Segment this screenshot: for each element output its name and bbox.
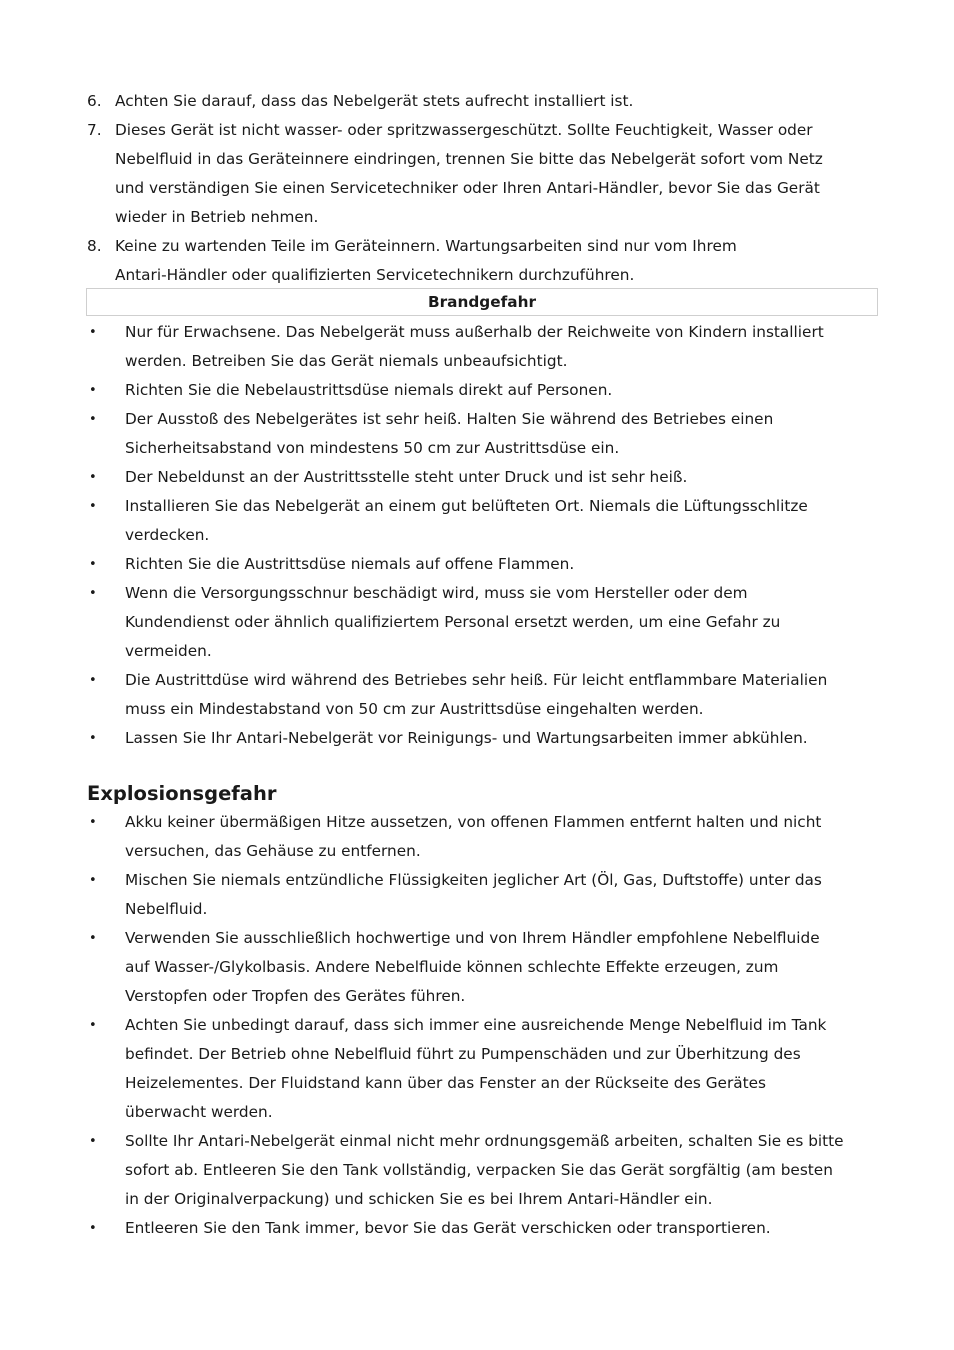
- list-item: [0, 666, 954, 724]
- bullet-icon: •: [89, 1221, 97, 1236]
- list-line: [0, 579, 954, 608]
- bullet-icon: •: [89, 1134, 97, 1149]
- item-text: Lassen Sie Ihr Antari-Nebelgerät vor Reinigungs- und Wartungsarbeiten immer abkühlen.: [125, 729, 808, 747]
- list-item: [0, 866, 954, 924]
- list-line: [0, 261, 954, 290]
- item-number: 6.: [87, 92, 102, 110]
- item-text: Verwenden Sie ausschließlich hochwertige und von Ihrem Händler empfohlene Nebelfluide: [125, 929, 820, 947]
- list-line: [0, 1214, 954, 1243]
- list-item: [0, 318, 954, 376]
- list-item: [0, 87, 954, 116]
- list-line: [0, 145, 954, 174]
- bullet-icon: •: [89, 673, 97, 688]
- item-text: Antari-Händler oder qualifizierten Servicetechnikern durchzuführen.: [115, 266, 635, 284]
- bullet-icon: •: [89, 931, 97, 946]
- list-line: [0, 116, 954, 145]
- fire-hazard-list: [0, 318, 954, 753]
- fire-hazard-heading: Brandgefahr: [86, 288, 878, 316]
- bullet-icon: •: [89, 470, 97, 485]
- item-number: 8.: [87, 237, 102, 255]
- list-line: [0, 724, 954, 753]
- item-text: Richten Sie die Austrittsdüse niemals auf offene Flammen.: [125, 555, 575, 573]
- item-text: in der Originalverpackung) und schicken Sie es bei Ihrem Antari-Händler ein.: [125, 1190, 713, 1208]
- list-item: [0, 492, 954, 550]
- item-text: Achten Sie unbedingt darauf, dass sich immer eine ausreichende Menge Nebelfluid im Tank: [125, 1016, 827, 1034]
- list-item: [0, 405, 954, 463]
- list-line: [0, 866, 954, 895]
- explosion-hazard-heading: Explosionsgefahr: [87, 782, 277, 805]
- item-text: wieder in Betrieb nehmen.: [115, 208, 319, 226]
- list-line: [0, 521, 954, 550]
- item-text: Entleeren Sie den Tank immer, bevor Sie das Gerät verschicken oder transportieren.: [125, 1219, 771, 1237]
- list-item: [0, 232, 954, 290]
- bullet-icon: •: [89, 383, 97, 398]
- item-text: Die Austrittdüse wird während des Betriebes sehr heiß. Für leicht entflammbare Materialien: [125, 671, 828, 689]
- item-text: Nebelfluid.: [125, 900, 208, 918]
- item-text: Mischen Sie niemals entzündliche Flüssigkeiten jeglicher Art (Öl, Gas, Duftstoffe) unter das: [125, 871, 822, 889]
- list-item: [0, 463, 954, 492]
- list-line: [0, 347, 954, 376]
- list-line: [0, 492, 954, 521]
- bullet-icon: •: [89, 731, 97, 746]
- item-text: befindet. Der Betrieb ohne Nebelfluid führt zu Pumpenschäden und zur Überhitzung des: [125, 1045, 801, 1063]
- numbered-list: [0, 87, 954, 290]
- list-line: [0, 87, 954, 116]
- list-line: [0, 1127, 954, 1156]
- bullet-icon: •: [89, 815, 97, 830]
- item-text: Heizelementes. Der Fluidstand kann über das Fenster an der Rückseite des Gerätes: [125, 1074, 766, 1092]
- list-item: [0, 550, 954, 579]
- item-text: versuchen, das Gehäuse zu entfernen.: [125, 842, 421, 860]
- list-line: [0, 1040, 954, 1069]
- item-text: werden. Betreiben Sie das Gerät niemals unbeaufsichtigt.: [125, 352, 568, 370]
- list-line: [0, 953, 954, 982]
- list-line: [0, 1098, 954, 1127]
- item-text: Der Ausstoß des Nebelgerätes ist sehr heiß. Halten Sie während des Betriebes einen: [125, 410, 774, 428]
- bullet-icon: •: [89, 586, 97, 601]
- bullet-icon: •: [89, 1018, 97, 1033]
- item-text: vermeiden.: [125, 642, 212, 660]
- list-item: [0, 376, 954, 405]
- item-text: und verständigen Sie einen Servicetechniker oder Ihren Antari-Händler, bevor Sie das Gerät: [115, 179, 820, 197]
- item-text: Nebelfluid in das Geräteinnere eindringen, trennen Sie bitte das Nebelgerät sofort vom Netz: [115, 150, 823, 168]
- explosion-hazard-list: [0, 808, 954, 1243]
- list-line: [0, 174, 954, 203]
- list-item: [0, 724, 954, 753]
- item-text: Verstopfen oder Tropfen des Gerätes führen.: [125, 987, 466, 1005]
- list-line: [0, 808, 954, 837]
- list-line: [0, 550, 954, 579]
- list-line: [0, 1069, 954, 1098]
- item-text: verdecken.: [125, 526, 210, 544]
- list-item: [0, 924, 954, 1011]
- item-text: Kundendienst oder ähnlich qualifiziertem Personal ersetzt werden, um eine Gefahr zu: [125, 613, 781, 631]
- list-item: [0, 116, 954, 232]
- item-text: Sicherheitsabstand von mindestens 50 cm zur Austrittsdüse ein.: [125, 439, 620, 457]
- list-item: [0, 579, 954, 666]
- item-number: 7.: [87, 121, 102, 139]
- list-item: [0, 1127, 954, 1214]
- list-item: [0, 1214, 954, 1243]
- list-line: [0, 405, 954, 434]
- list-line: [0, 434, 954, 463]
- list-line: [0, 376, 954, 405]
- item-text: Wenn die Versorgungsschnur beschädigt wird, muss sie vom Hersteller oder dem: [125, 584, 748, 602]
- item-text: Achten Sie darauf, dass das Nebelgerät stets aufrecht installiert ist.: [115, 92, 634, 110]
- item-text: überwacht werden.: [125, 1103, 273, 1121]
- list-item: [0, 808, 954, 866]
- item-text: Der Nebeldunst an der Austrittsstelle steht unter Druck und ist sehr heiß.: [125, 468, 688, 486]
- list-line: [0, 695, 954, 724]
- list-line: [0, 203, 954, 232]
- list-line: [0, 463, 954, 492]
- list-line: [0, 895, 954, 924]
- list-line: [0, 666, 954, 695]
- item-text: sofort ab. Entleeren Sie den Tank vollständig, verpacken Sie das Gerät sorgfältig (am besten: [125, 1161, 833, 1179]
- list-line: [0, 637, 954, 666]
- item-text: auf Wasser-/Glykolbasis. Andere Nebelfluide können schlechte Effekte erzeugen, zum: [125, 958, 779, 976]
- list-line: [0, 1185, 954, 1214]
- list-line: [0, 924, 954, 953]
- item-text: Nur für Erwachsene. Das Nebelgerät muss außerhalb der Reichweite von Kindern installiert: [125, 323, 824, 341]
- bullet-icon: •: [89, 499, 97, 514]
- item-text: Sollte Ihr Antari-Nebelgerät einmal nicht mehr ordnungsgemäß arbeiten, schalten Sie es bitte: [125, 1132, 844, 1150]
- item-text: Installieren Sie das Nebelgerät an einem gut belüfteten Ort. Niemals die Lüftungsschlitze: [125, 497, 808, 515]
- list-line: [0, 232, 954, 261]
- bullet-icon: •: [89, 325, 97, 340]
- list-line: [0, 982, 954, 1011]
- list-line: [0, 1156, 954, 1185]
- item-text: muss ein Mindestabstand von 50 cm zur Austrittsdüse eingehalten werden.: [125, 700, 704, 718]
- list-item: [0, 1011, 954, 1127]
- bullet-icon: •: [89, 557, 97, 572]
- list-line: [0, 837, 954, 866]
- bullet-icon: •: [89, 873, 97, 888]
- list-line: [0, 318, 954, 347]
- item-text: Akku keiner übermäßigen Hitze aussetzen, von offenen Flammen entfernt halten und nicht: [125, 813, 822, 831]
- item-text: Keine zu wartenden Teile im Geräteinnern. Wartungsarbeiten sind nur vom Ihrem: [115, 237, 737, 255]
- list-line: [0, 1011, 954, 1040]
- item-text: Dieses Gerät ist nicht wasser- oder spritzwassergeschützt. Sollte Feuchtigkeit, Wasser oder: [115, 121, 813, 139]
- list-line: [0, 608, 954, 637]
- bullet-icon: •: [89, 412, 97, 427]
- item-text: Richten Sie die Nebelaustrittsdüse niemals direkt auf Personen.: [125, 381, 613, 399]
